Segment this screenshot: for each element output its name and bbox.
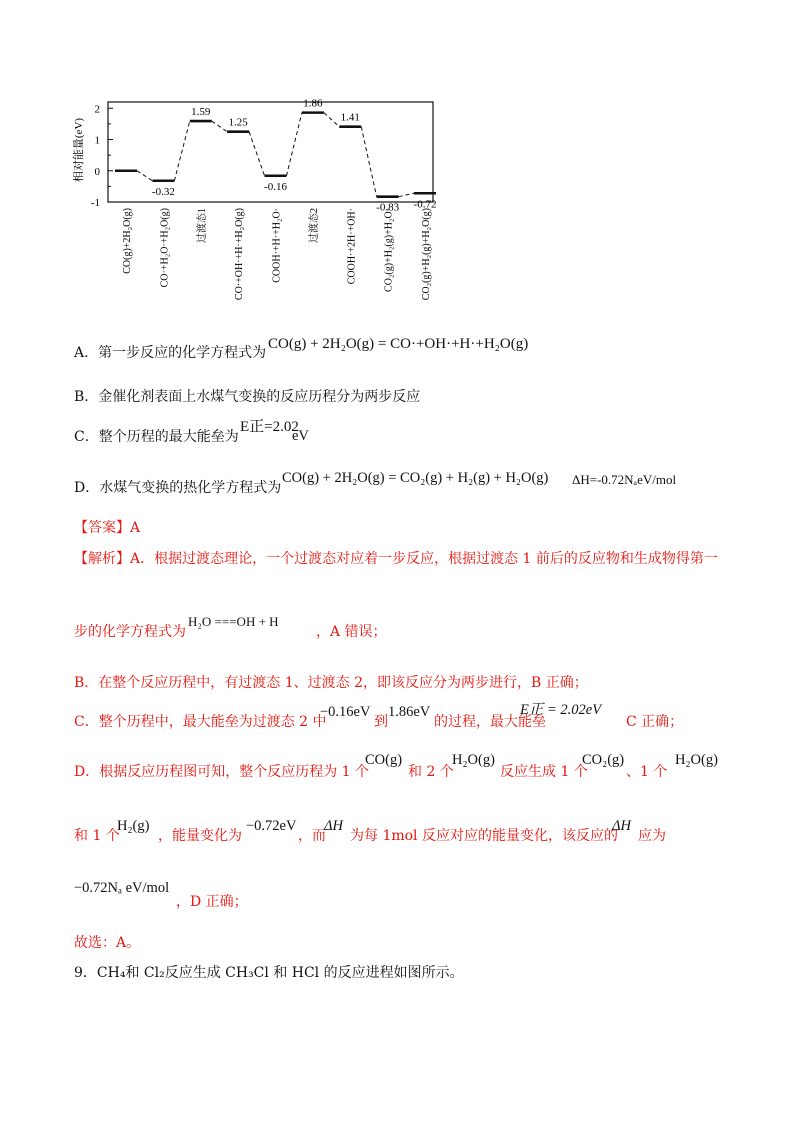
energy-value-label: -0.72 bbox=[413, 198, 437, 211]
analysis-d-8: 为每 1mol 反应对应的能量变化，该反应的 bbox=[350, 828, 618, 844]
energy-value-label: -0.32 bbox=[151, 185, 175, 198]
analysis-d-co2: CO₂(g) bbox=[582, 752, 625, 768]
category-label: CO·+OH·+H·+H₂O(g) bbox=[234, 208, 246, 301]
transition-connector bbox=[287, 113, 302, 176]
answer bbox=[74, 518, 140, 538]
analysis-tag: 【解析】 bbox=[74, 551, 130, 567]
analysis-d-5: 和 1 个 bbox=[74, 828, 120, 844]
option-d-equation: CO(g) + 2H₂O(g) = CO₂(g) + H₂(g) + H₂O(g) bbox=[282, 470, 549, 486]
transition-connector bbox=[174, 121, 189, 181]
option-c-equation: E正=2.02 bbox=[240, 419, 299, 435]
analysis-a-equation: H₂O ===OH + H bbox=[188, 614, 279, 629]
category-label: CO₂(g)+H₂(g)+H₂O· bbox=[383, 208, 395, 292]
analysis-d-2: 和 2 个 bbox=[408, 764, 454, 780]
analysis-d-co: CO(g) bbox=[365, 752, 403, 768]
transition-connector bbox=[137, 171, 152, 181]
energy-value-label: 1.25 bbox=[228, 116, 248, 129]
option-d-text: D．水煤气变换的热化学方程式为 bbox=[74, 480, 282, 496]
y-tick-label: 1 bbox=[94, 134, 100, 147]
answer-value: A bbox=[130, 520, 141, 536]
category-label: 过渡态1 bbox=[196, 208, 208, 243]
analysis-d-h2o: H₂O(g) bbox=[452, 752, 495, 768]
analysis-d-h2o-2: H₂O(g) bbox=[675, 752, 718, 768]
analysis-d-h2: H₂(g) bbox=[117, 818, 150, 834]
analysis-a-prefix: 步的化学方程式为 bbox=[74, 624, 186, 640]
y-axis-ticks bbox=[91, 103, 113, 209]
analysis-d-value: −0.72Nₐ eV/mol bbox=[74, 880, 170, 896]
analysis-c-2: 到 bbox=[374, 714, 388, 730]
option-b bbox=[74, 387, 420, 407]
analysis-d-6: ，能量变化为 bbox=[158, 828, 242, 844]
option-d-enthalpy: ΔH=-0.72NₐeV/mol bbox=[572, 472, 677, 487]
answer-tag: 【答案】 bbox=[74, 520, 130, 536]
category-label: COOH·+H·+H₂O· bbox=[271, 208, 283, 283]
category-label: 过渡态2 bbox=[308, 208, 320, 243]
category-label: CO·+H₂O·+H₂O(g) bbox=[159, 208, 171, 288]
analysis-c-3: 的过程，最大能垒 bbox=[434, 714, 546, 730]
analysis-d-1: D．根据反应历程图可知，整个反应历程为 1 个 bbox=[74, 764, 370, 780]
category-label: CO(g)+2H₂O(g) bbox=[122, 208, 133, 274]
analysis-conclusion: 故选：A。 bbox=[74, 935, 141, 951]
transition-connector bbox=[399, 193, 414, 196]
energy-value-label: 1.59 bbox=[191, 106, 211, 119]
energy-value-label: -0.83 bbox=[376, 201, 400, 214]
option-d bbox=[74, 478, 281, 498]
option-a bbox=[74, 343, 266, 363]
analysis-line-1 bbox=[74, 549, 718, 569]
analysis-d-4: 、1 个 bbox=[626, 764, 668, 780]
y-tick-label: 2 bbox=[94, 103, 100, 116]
option-b-text: B．金催化剂表面上水煤气变换的反应历程分为两步反应 bbox=[74, 389, 421, 405]
y-tick-label: 0 bbox=[94, 165, 100, 178]
option-a-text: A．第一步反应的化学方程式为 bbox=[74, 345, 267, 361]
y-tick-label: -1 bbox=[90, 197, 100, 209]
analysis-a-text: A．根据过渡态理论，一个过渡态对应着一步反应，根据过渡态 1 前后的反应物和生成物得第一 bbox=[130, 551, 718, 567]
analysis-d-dh-2: ΔH bbox=[612, 818, 631, 834]
transition-connector bbox=[249, 132, 264, 176]
energy-value-label: 1.41 bbox=[340, 111, 360, 124]
transition-connector bbox=[324, 113, 339, 127]
option-c-unit: eV bbox=[292, 428, 309, 444]
analysis-c-to: 1.86eV bbox=[388, 704, 431, 720]
analysis-d-3: 反应生成 1 个 bbox=[500, 764, 588, 780]
transition-connector bbox=[361, 127, 376, 197]
option-c-text: C．整个历程的最大能垒为 bbox=[74, 429, 239, 445]
y-axis-label: 相对能量(eV) bbox=[73, 117, 85, 183]
category-labels bbox=[122, 208, 432, 300]
option-a-equation: CO(g) + 2H₂O(g) = CO·+OH·+H·+H₂O(g) bbox=[268, 336, 529, 352]
next-question: 9．CH₄和 Cl₂反应生成 CH₃Cl 和 HCl 的反应进程如图所示。 bbox=[74, 965, 464, 981]
energy-value-label: -0.16 bbox=[264, 180, 287, 193]
analysis-b: B．在整个反应历程中，有过渡态 1、过渡态 2，即该反应分为两步进行，B 正确； bbox=[74, 675, 588, 691]
analysis-d-energy: −0.72eV bbox=[246, 818, 297, 834]
analysis-line-2 bbox=[74, 622, 186, 642]
analysis-d-dh: ΔH bbox=[324, 818, 343, 834]
analysis-c-4: C 正确； bbox=[626, 714, 684, 730]
analysis-d-9: 应为 bbox=[638, 828, 666, 844]
option-c bbox=[74, 427, 239, 447]
analysis-a-suffix: ，A 错误； bbox=[316, 624, 387, 640]
energy-value-label: 1.86 bbox=[303, 97, 323, 110]
analysis-d-7: ，而 bbox=[298, 828, 326, 844]
category-label: CO₂(g)+H₂(g)+H₂O(g) bbox=[421, 208, 432, 301]
analysis-c-from: −0.16eV bbox=[320, 704, 371, 720]
analysis-c-1: C．整个历程中，最大能垒为过渡态 2 中 bbox=[74, 714, 327, 730]
category-label: COOH·+2H·+OH· bbox=[346, 208, 358, 285]
energy-profile-chart bbox=[0, 0, 800, 330]
analysis-c-eq: E正 = 2.02eV bbox=[520, 702, 602, 718]
analysis-d-10: ，D 正确； bbox=[176, 894, 248, 910]
transition-connector bbox=[212, 121, 227, 132]
